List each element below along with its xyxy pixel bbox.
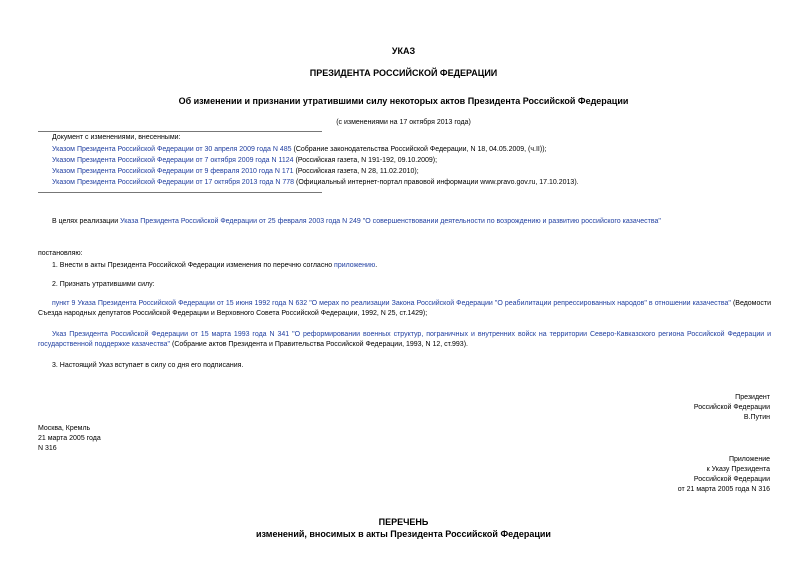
paragraph-1 (52, 261, 377, 271)
decree-subject: Об изменении и признании утратившими силу некоторых актов Президента Российской Федерации (178, 96, 629, 106)
decree-title: УКАЗ (391, 46, 416, 56)
change-link[interactable]: Указом Президента Российской Федерации от 17 октября 2013 года N 778 (52, 179, 295, 186)
preamble (52, 217, 661, 227)
appendix-label: Приложение (728, 456, 770, 463)
appendix-ref-date: от 21 марта 2005 года N 316 (677, 486, 770, 493)
change-item (52, 156, 437, 166)
change-link[interactable]: Указом Президента Российской Федерации от 7 октября 2009 года N 1124 (52, 157, 294, 164)
paragraph-1-end: . (375, 262, 378, 269)
repealed-link-1[interactable]: пункт 9 Указа Президента Российской Федерации от 15 июня 1992 года N 632 "О мерах по реализации Закона Российской Федерации "О реабилитации репрессированных народов" в отношении казачества" (52, 300, 731, 307)
changes-intro: Документ с изменениями, внесенными: (52, 134, 181, 141)
change-link[interactable]: Указом Президента Российской Федерации от 30 апреля 2009 года N 485 (52, 146, 292, 153)
signature-office: Российской Федерации (693, 404, 770, 411)
list-title: ПЕРЕЧЕНЬ (378, 517, 429, 527)
repealed-source-2: (Собрание актов Президента и Правительства Российской Федерации, 1993, N 12, ст.993). (170, 341, 468, 348)
repealed-link-2[interactable]: Указ Президента Российской Федерации от 15 марта 1993 года N 341 "О реформировании военных структур, пограничных и внутренних войск на территории Северо-Кавказского региона Российской Федерации и государственной поддержке казачества" (38, 331, 771, 348)
list-subtitle: изменений, вносимых в акты Президента Российской Федерации (256, 529, 551, 539)
preamble-text: В целях реализации (52, 218, 121, 225)
divider-bottom (38, 192, 322, 193)
paragraph-1-text: 1. Внести в акты Президента Российской Федерации изменения по перечню согласно (52, 262, 335, 269)
appendix-ref: к Указу Президента (706, 466, 770, 473)
divider-top (38, 131, 322, 132)
repealed-item-1 (38, 299, 771, 319)
date: 21 марта 2005 года (38, 435, 101, 442)
revision-note: (с изменениями на 17 октября 2013 года) (336, 119, 471, 126)
decree-issuer: ПРЕЗИДЕНТА РОССИЙСКОЙ ФЕДЕРАЦИИ (309, 68, 498, 78)
place: Москва, Кремль (38, 425, 91, 432)
change-item (52, 178, 579, 188)
repealed-item-2 (38, 330, 771, 350)
paragraph-2: 2. Признать утратившими силу: (52, 281, 155, 288)
place-date-block (38, 424, 101, 454)
appendix-ref-country: Российской Федерации (693, 476, 770, 483)
change-item (52, 145, 546, 155)
preamble-link[interactable]: Указа Президента Российской Федерации от 25 февраля 2003 года N 249 "О совершенствовании деятельности по возрождению и развитию российского казачества" (120, 218, 661, 225)
decree-word: постановляю: (38, 250, 83, 257)
change-source: (Официальный интернет-портал правовой информации www.pravo.gov.ru, 17.10.2013). (294, 179, 579, 186)
appendix-block (678, 455, 770, 495)
change-source: (Собрание законодательства Российской Федерации, N 18, 04.05.2009, (ч.II)); (291, 146, 547, 153)
change-source: (Российская газета, N 28, 11.02.2010); (293, 168, 419, 175)
paragraph-3: 3. Настоящий Указ вступает в силу со дня его подписания. (52, 362, 244, 369)
signature-title: Президент (735, 394, 770, 401)
change-link[interactable]: Указом Президента Российской Федерации от 9 февраля 2010 года N 171 (52, 168, 294, 175)
change-source: (Российская газета, N 191-192, 09.10.2009); (293, 157, 438, 164)
decree-number: N 316 (38, 445, 57, 452)
change-item (52, 167, 419, 177)
repealed-source-1: (Ведомости Съезда народных депутатов Российской Федерации и Верховного Совета Российской Федерации, 1992, N 25, ст.1429); (38, 300, 772, 317)
appendix-link[interactable]: приложению (334, 262, 376, 269)
signature-block (694, 393, 770, 423)
signature-name: В.Путин (743, 414, 770, 421)
